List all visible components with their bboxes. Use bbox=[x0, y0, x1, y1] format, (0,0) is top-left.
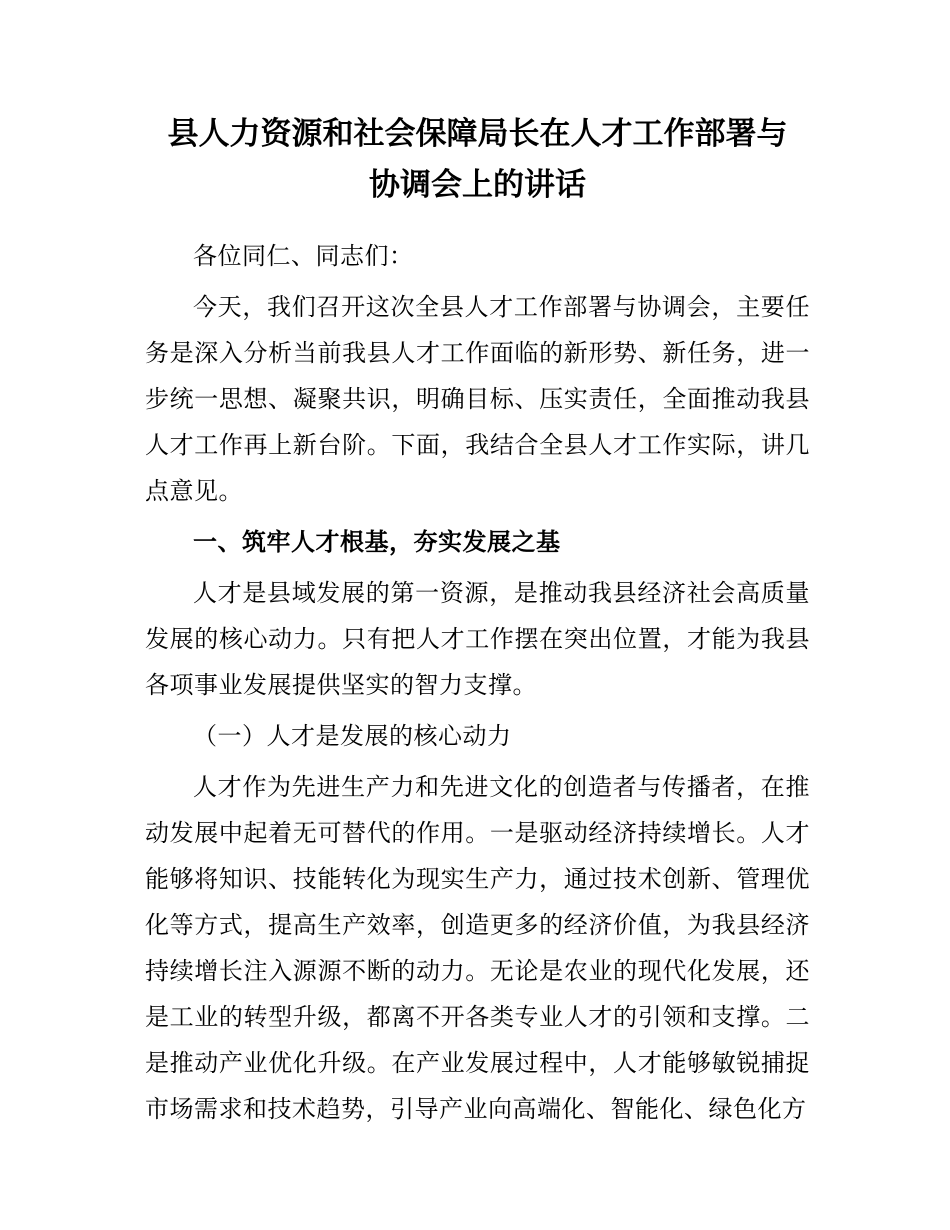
paragraph-salutation: 各位同仁、同志们： bbox=[193, 244, 414, 270]
paragraph-introduction: 今天，我们召开这次全县人才工作部署与协调会，主要任务是深入分析当前我县人才工作面临的新形势、新任务，进一步统一思想、凝聚共识，明确目标、压实责任，全面推动我县人才工作再上新台阶。下面，我结合全县人才工作实际，讲几点意见。 bbox=[145, 295, 810, 505]
section-heading-1: 一、筑牢人才根基，夯实发展之基 bbox=[193, 529, 561, 556]
subsection-heading-1-1: （一）人才是发展的核心动力 bbox=[193, 724, 512, 750]
document-title-line-2: 协调会上的讲话 bbox=[369, 167, 586, 202]
document-title-line-1: 县人力资源和社会保障局长在人才工作部署与 bbox=[167, 116, 788, 151]
paragraph-section-1-body: 人才是县域发展的第一资源，是推动我县经济社会高质量发展的核心动力。只有把人才工作摆在突出位置，才能为我县各项事业发展提供坚实的智力支撑。 bbox=[145, 581, 810, 699]
document-title bbox=[145, 108, 810, 210]
paragraph-subsection-1-1-body: 人才作为先进生产力和先进文化的创造者与传播者，在推动发展中起着无可替代的作用。一是驱动经济持续增长。人才能够将知识、技能转化为现实生产力，通过技术创新、管理优化等方式，提高生产效率，创造更多的经济价值，为我县经济持续增长注入源源不断的动力。无论是农业的现代化发展，还是工业的转型升级，都离不开各类专业人才的引领和支撑。二是推动产业优化升级。在产业发展过程中，人才能够敏锐捕捉市场需求和技术趋势，引导产业向高端化、智能化、绿色化方 bbox=[145, 775, 810, 1123]
